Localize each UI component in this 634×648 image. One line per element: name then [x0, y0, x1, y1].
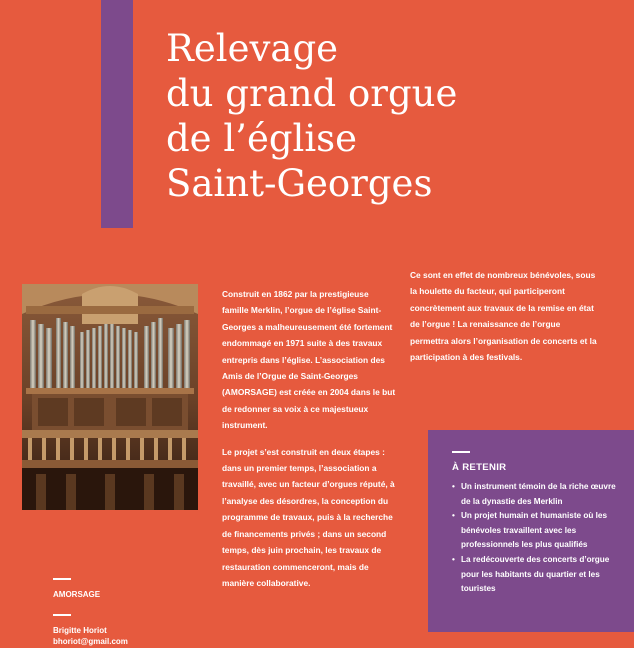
- credit-rule: [53, 578, 71, 580]
- article-column-right: [410, 267, 600, 375]
- paragraph: Ce sont en effet de nombreux bénévoles, sous la houlette du facteur, qui participeront concrètement aux travaux de la remise en état de l’orgue ! La renaissance de l’orgue permettra alors l’organisation de concerts et la participation à des festivals.: [410, 270, 597, 363]
- page-title: [166, 26, 606, 206]
- title-line: du grand orgue: [166, 72, 458, 115]
- organization-credit: AMORSAGE: [53, 590, 101, 599]
- contact-rule: [53, 614, 71, 616]
- organ-photo-graphic: [22, 284, 198, 510]
- list-item: • Un projet humain et humaniste où les bénévoles travaillent avec les professionnels les plus qualifiés: [452, 509, 620, 553]
- box-rule: [452, 451, 470, 453]
- title-line: Saint-Georges: [166, 162, 433, 205]
- retenir-title: À RETENIR: [452, 462, 507, 473]
- article-column-left: [222, 286, 396, 601]
- title-line: Relevage: [166, 27, 339, 70]
- paragraph: Le projet s’est construit en deux étapes : dans un premier temps, l’association a travaillé, avec un facteur d’orgues réputé, à l’analyse des désordres, la conception du programme de travaux, puis à la recherche de financements privés ; dans un second temps, dès juin prochain, les travaux de restauration commenceront, mais de manière collaborative.: [222, 446, 395, 588]
- accent-bar: [101, 0, 133, 228]
- organ-photo: [22, 284, 198, 510]
- title-line: de l’église: [166, 117, 358, 160]
- paragraph: Construit en 1862 par la prestigieuse famille Merklin, l’orgue de l’église Saint-Georges a malheureusement été fortement endommagé en 1971 suite à des travaux entrepris dans l’église. L’association des Amis de l’Orgue de Saint-Georges (AMORSAGE) est créée en 2004 dans le but de redonner sa voix à ce majestueux instrument.: [222, 289, 396, 431]
- contact-email[interactable]: bhoriot@gmail.com: [53, 637, 128, 646]
- list-item: • La redécouverte des concerts d’orgue pour les habitants du quartier et les touristes: [452, 553, 620, 597]
- retenir-list: [452, 480, 620, 597]
- retenir-box: [428, 430, 634, 632]
- contact-name: Brigitte Horiot: [53, 626, 107, 635]
- list-item: • Un instrument témoin de la riche œuvre de la dynastie des Merklin: [452, 480, 620, 509]
